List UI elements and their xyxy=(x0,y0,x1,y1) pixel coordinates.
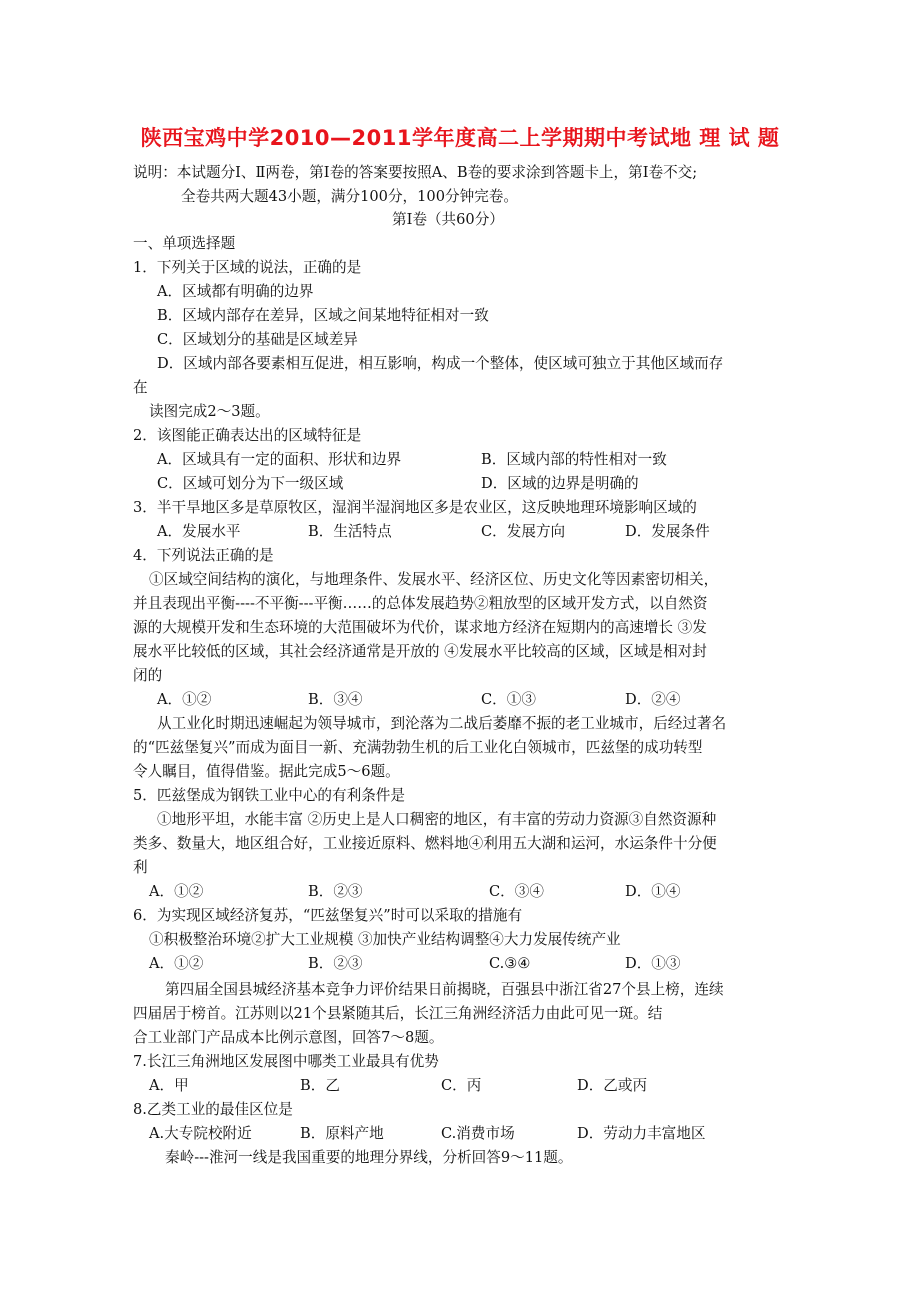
q2-option-b: B．区域内部的特性相对一致 xyxy=(481,451,667,468)
q6-option-a: A．①② xyxy=(149,955,204,972)
q5-statement-line-1: ①地形平坦，水能丰富 ②历史上是人口稠密的地区，有丰富的劳动力资源③自然资源种 xyxy=(157,811,717,828)
q6-option-b: B．②③ xyxy=(308,955,363,972)
q3-option-b: B．生活特点 xyxy=(308,523,392,540)
q6-option-c: C.③④ xyxy=(489,955,531,972)
q4-statement-line-2: 并且表现出平衡----不平衡---平衡……的总体发展趋势②粗放型的区域开发方式，以自然资 xyxy=(133,595,708,612)
passage-7-8-line-3: 合工业部门产品成本比例示意图，回答7～8题。 xyxy=(133,1029,444,1046)
q3-option-d: D．发展条件 xyxy=(625,523,710,540)
passage-5-6-line-3: 令人瞩目，值得借鉴。据此完成5～6题。 xyxy=(133,763,400,780)
q8-option-a: A.大专院校附近 xyxy=(149,1125,252,1142)
q4-option-b: B．③④ xyxy=(308,691,363,708)
q5-option-d: D．①④ xyxy=(625,883,681,900)
q2-stem: 2．该图能正确表达出的区域特征是 xyxy=(133,427,362,444)
q4-statement-line-5: 闭的 xyxy=(133,667,163,684)
q1-option-a: A．区域都有明确的边界 xyxy=(157,283,314,300)
q4-statement-line-1: ①区域空间结构的演化，与地理条件、发展水平、经济区位、历史文化等因素密切相关， xyxy=(149,571,719,588)
q1-option-b: B．区域内部存在差异，区域之间某地特征相对一致 xyxy=(157,307,489,324)
q5-option-c: C．③④ xyxy=(489,883,544,900)
q7-stem: 7.长江三角洲地区发展图中哪类工业最具有优势 xyxy=(133,1053,439,1070)
read-instruction-2-3: 读图完成2～3题。 xyxy=(149,403,270,420)
q3-option-a: A．发展水平 xyxy=(157,523,241,540)
q7-option-d: D．乙或丙 xyxy=(577,1077,648,1094)
q5-option-a: A．①② xyxy=(149,883,204,900)
q5-stem: 5．匹兹堡成为钢铁工业中心的有利条件是 xyxy=(133,787,405,804)
q8-option-c: C.消费市场 xyxy=(441,1125,515,1142)
q5-option-b: B．②③ xyxy=(308,883,363,900)
q4-stem: 4．下列说法正确的是 xyxy=(133,547,274,564)
q7-option-a: A．甲 xyxy=(149,1077,189,1094)
q4-option-a: A．①② xyxy=(157,691,212,708)
q8-option-d: D．劳动力丰富地区 xyxy=(577,1125,706,1142)
instructions-line-1: 说明：本试题分Ⅰ、Ⅱ两卷，第Ⅰ卷的答案要按照A、B卷的要求涂到答题卡上，第Ⅰ卷不交; xyxy=(133,164,698,181)
q1-option-c: C．区域划分的基础是区域差异 xyxy=(157,331,358,348)
passage-5-6-line-1: 从工业化时期迅速崛起为领导城市，到沦落为二战后萎靡不振的老工业城市，后经过著名 xyxy=(157,715,727,732)
passage-5-6-line-2: 的“匹兹堡复兴”而成为面目一新、充满勃勃生机的后工业化白领城市，匹兹堡的成功转型 xyxy=(133,739,703,756)
q3-option-c: C．发展方向 xyxy=(481,523,566,540)
passage-7-8-line-2: 四届居于榜首。江苏则以21个县紧随其后，长江三角洲经济活力由此可见一斑。结 xyxy=(133,1005,663,1022)
q4-option-d: D．②④ xyxy=(625,691,681,708)
part-heading: 一、单项选择题 xyxy=(133,235,236,252)
q4-statement-line-4: 展水平比较低的区域，其社会经济通常是开放的 ④发展水平比较高的区域，区域是相对封 xyxy=(133,643,707,660)
q6-stem: 6．为实现区域经济复苏，“匹兹堡复兴”时可以采取的措施有 xyxy=(133,907,523,924)
q7-option-b: B．乙 xyxy=(300,1077,340,1094)
q2-option-c: C．区域可划分为下一级区域 xyxy=(157,475,344,492)
q6-option-d: D．①③ xyxy=(625,955,681,972)
q8-option-b: B．原料产地 xyxy=(300,1125,384,1142)
q5-statement-line-2: 类多、数量大，地区组合好，工业接近原料、燃料地④利用五大湖和运河，水运条件十分便 xyxy=(133,835,717,852)
q5-statement-line-3: 利 xyxy=(133,859,148,876)
q8-stem: 8.乙类工业的最佳区位是 xyxy=(133,1101,293,1118)
q4-option-c: C．①③ xyxy=(481,691,536,708)
instructions-line-2: 全卷共两大题43小题，满分100分，100分钟完卷。 xyxy=(181,188,518,205)
q6-statement-line-1: ①积极整治环境②扩大工业规模 ③加快产业结构调整④大力发展传统产业 xyxy=(149,931,621,948)
passage-7-8-line-1: 第四届全国县城经济基本竞争力评价结果日前揭晓，百强县中浙江省27个县上榜，连续 xyxy=(165,981,724,998)
exam-title: 陕西宝鸡中学2010—2011学年度高二上学期期中考试地 理 试 题 xyxy=(140,126,780,150)
q3-stem: 3．半干旱地区多是草原牧区，湿润半湿润地区多是农业区，这反映地理环境影响区域的 xyxy=(133,499,697,516)
q7-option-c: C．丙 xyxy=(441,1077,482,1094)
q1-option-d: D．区域内部各要素相互促进，相互影响，构成一个整体，使区域可独立于其他区域而存 xyxy=(157,355,724,372)
q4-statement-line-3: 源的大规模开发和生态环境的大范围破坏为代价，谋求地方经济在短期内的高速增长 ③发 xyxy=(133,619,707,636)
passage-9-11: 秦岭---淮河一线是我国重要的地理分界线，分析回答9～11题。 xyxy=(165,1149,573,1166)
q2-option-d: D．区域的边界是明确的 xyxy=(481,475,639,492)
section-heading: 第Ⅰ卷（共60分） xyxy=(392,211,504,228)
q1-option-d-continued: 在 xyxy=(133,379,148,396)
q2-option-a: A．区域具有一定的面积、形状和边界 xyxy=(157,451,402,468)
q1-stem: 1．下列关于区域的说法，正确的是 xyxy=(133,259,362,276)
